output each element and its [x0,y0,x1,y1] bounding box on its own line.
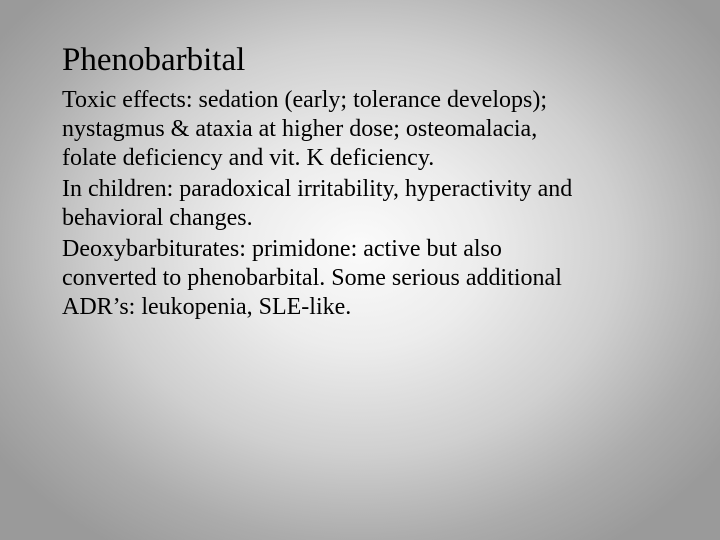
text-line: Toxic effects: sedation (early; tolerance develops); [62,87,548,113]
bullet-children [62,175,702,233]
slide-body [62,86,702,324]
slide-title: Phenobarbital [62,42,246,78]
text-line: folate deficiency and vit. K deficiency. [62,145,435,171]
text-line: nystagmus & ataxia at higher dose; osteomalacia, [62,116,538,142]
text-line: In children: paradoxical irritability, hyperactivity and [62,176,573,202]
text-line: ADR’s: leukopenia, SLE-like. [62,294,352,320]
bullet-toxic-effects [62,86,702,173]
text-line: behavioral changes. [62,205,253,231]
text-line: converted to phenobarbital. Some serious additional [62,265,562,291]
bullet-deoxybarbiturates [62,235,702,322]
text-line: Deoxybarbiturates: primidone: active but also [62,236,502,262]
